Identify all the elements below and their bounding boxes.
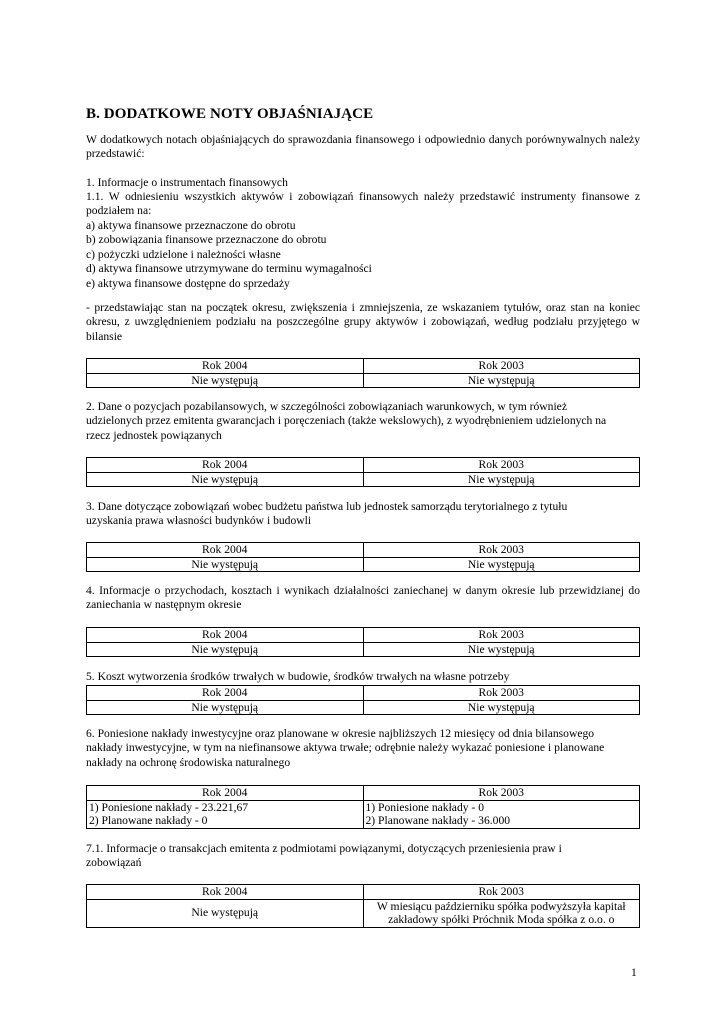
header-year-2004: Rok 2004 xyxy=(87,686,364,701)
table-header-row xyxy=(87,458,640,473)
header-year-2004: Rok 2004 xyxy=(87,543,364,558)
table-section-1 xyxy=(86,358,640,388)
cell-2003: Nie występują xyxy=(363,373,640,388)
table-section-5 xyxy=(86,685,640,715)
cell-2003: Nie występują xyxy=(363,642,640,657)
header-year-2003: Rok 2003 xyxy=(363,786,640,801)
header-year-2004: Rok 2004 xyxy=(87,359,364,374)
table-row xyxy=(87,899,640,927)
table-row xyxy=(87,557,640,572)
text-line: 7.1. Informacje o transakcjach emitenta z podmiotami powiązanymi, dotyczących przeniesienia praw i xyxy=(86,842,562,855)
table-row xyxy=(87,800,640,828)
header-year-2003: Rok 2003 xyxy=(363,543,640,558)
cell-2004: Nie występują xyxy=(87,373,364,388)
text-line: W miesiącu październiku spółka podwyższyła kapitał xyxy=(376,899,626,913)
section-6-text xyxy=(86,727,640,770)
table-row xyxy=(87,642,640,657)
section-1-note: - przedstawiając stan na początek okresu, zwiększenia i zmniejszenia, ze wskazaniem tytułów, oraz stan na koniec okresu, z uwzględnieniem podziału na poszczególne grupy aktywów i zobowiązań, według podziału przyjętego w bilansie xyxy=(86,301,640,343)
section-1-1-text: 1.1. W odniesieniu wszystkich aktywów i zobowiązań finansowych należy przedstawić instrumenty finansowe z podziałem na: xyxy=(86,190,640,218)
table-row xyxy=(87,472,640,487)
spent-2004: 1) Poniesione nakłady - 23.221,67 xyxy=(89,800,249,814)
header-year-2003: Rok 2003 xyxy=(363,885,640,900)
list-item: b) zobowiązania finansowe przeznaczone do obrotu xyxy=(86,233,327,247)
cell-2004: Nie występują xyxy=(87,472,364,487)
table-section-7-1 xyxy=(86,884,640,928)
header-year-2004: Rok 2004 xyxy=(87,628,364,643)
table-header-row xyxy=(87,543,640,558)
table-header-row xyxy=(87,628,640,643)
header-year-2003: Rok 2003 xyxy=(363,628,640,643)
cell-2003: Nie występują xyxy=(363,557,640,572)
text-line: 3. Dane dotyczące zobowiązań wobec budżetu państwa lub jednostek samorządu terytorialnego z tytułu xyxy=(86,500,568,513)
page-title: B. DODATKOWE NOTY OBJAŚNIAJĄCE xyxy=(86,106,374,122)
section-7-1-text xyxy=(86,842,640,871)
table-header-row xyxy=(87,885,640,900)
list-item: c) pożyczki udzielone i należności własne xyxy=(86,247,281,261)
list-item: a) aktywa finansowe przeznaczone do obrotu xyxy=(86,219,296,232)
cell-2004: Nie występują xyxy=(87,700,364,715)
list-item: e) aktywa finansowe dostępne do sprzedaży xyxy=(86,276,290,290)
header-year-2003: Rok 2003 xyxy=(363,686,640,701)
section-3-text xyxy=(86,500,640,529)
cell-2003: Nie występują xyxy=(363,472,640,487)
table-header-row xyxy=(87,786,640,801)
cell-2003 xyxy=(363,800,640,828)
planned-2004: 2) Planowane nakłady - 0 xyxy=(89,814,208,827)
page-number: 1 xyxy=(631,966,637,979)
table-row xyxy=(87,373,640,388)
planned-2003: 2) Planowane nakłady - 36.000 xyxy=(365,814,511,827)
intro-paragraph: W dodatkowych notach objaśniających do sprawozdania finansowego i odpowiednio danych porównywalnych należy przedstawić: xyxy=(86,133,640,161)
instrument-list xyxy=(86,219,640,291)
header-year-2003: Rok 2003 xyxy=(363,359,640,374)
section-5-text: 5. Koszt wytworzenia środków trwałych w budowie, środków trwałych na własne potrzeby xyxy=(86,670,510,683)
cell-2004 xyxy=(87,800,364,828)
text-line: udzielonych przez emitenta gwarancjach i poręczeniach (także wekslowych), z wyodrębnieniem udzielonych na xyxy=(86,414,607,428)
table-section-3 xyxy=(86,542,640,572)
text-line: nakłady inwestycyjne, w tym na niefinansowe aktywa trwałe; odrębnie należy wykazać poniesione i planowane xyxy=(86,741,605,755)
text-line: nakłady na ochronę środowiska naturalnego xyxy=(86,755,291,769)
header-year-2003: Rok 2003 xyxy=(363,458,640,473)
section-1-heading: 1. Informacje o instrumentach finansowych xyxy=(86,176,288,189)
table-header-row xyxy=(87,359,640,374)
section-4-text: 4. Informacje o przychodach, kosztach i wynikach działalności zaniechanej w danym okresie lub przewidzianej do zaniechania w następnym okresie xyxy=(86,584,640,612)
cell-2003: Nie występują xyxy=(363,700,640,715)
header-year-2004: Rok 2004 xyxy=(87,458,364,473)
text-line: uzyskania prawa własności budynków i budowli xyxy=(86,514,312,528)
spent-2003: 1) Poniesione nakłady - 0 xyxy=(365,800,484,814)
text-line: rzecz jednostek powiązanych xyxy=(86,428,222,442)
header-year-2004: Rok 2004 xyxy=(87,786,364,801)
cell-2003 xyxy=(363,899,640,927)
text-line: zakładowy spółki Próchnik Moda spółka z o.o. o xyxy=(388,913,615,926)
cell-2004: Nie występują xyxy=(87,557,364,572)
header-year-2004: Rok 2004 xyxy=(87,885,364,900)
section-2-text xyxy=(86,400,640,443)
table-section-4 xyxy=(86,627,640,657)
table-section-6 xyxy=(86,785,640,829)
text-line: 2. Dane o pozycjach pozabilansowych, w szczególności zobowiązaniach warunkowych, w tym również xyxy=(86,400,567,413)
text-line: zobowiązań xyxy=(86,856,142,870)
table-header-row xyxy=(87,686,640,701)
cell-2004: Nie występują xyxy=(87,642,364,657)
cell-2004: Nie występują xyxy=(87,899,364,927)
list-item: d) aktywa finansowe utrzymywane do terminu wymagalności xyxy=(86,262,372,276)
text-line: 6. Poniesione nakłady inwestycyjne oraz planowane w okresie najbliższych 12 miesięcy od dnia bilansowego xyxy=(86,727,595,740)
table-row xyxy=(87,700,640,715)
table-section-2 xyxy=(86,457,640,487)
